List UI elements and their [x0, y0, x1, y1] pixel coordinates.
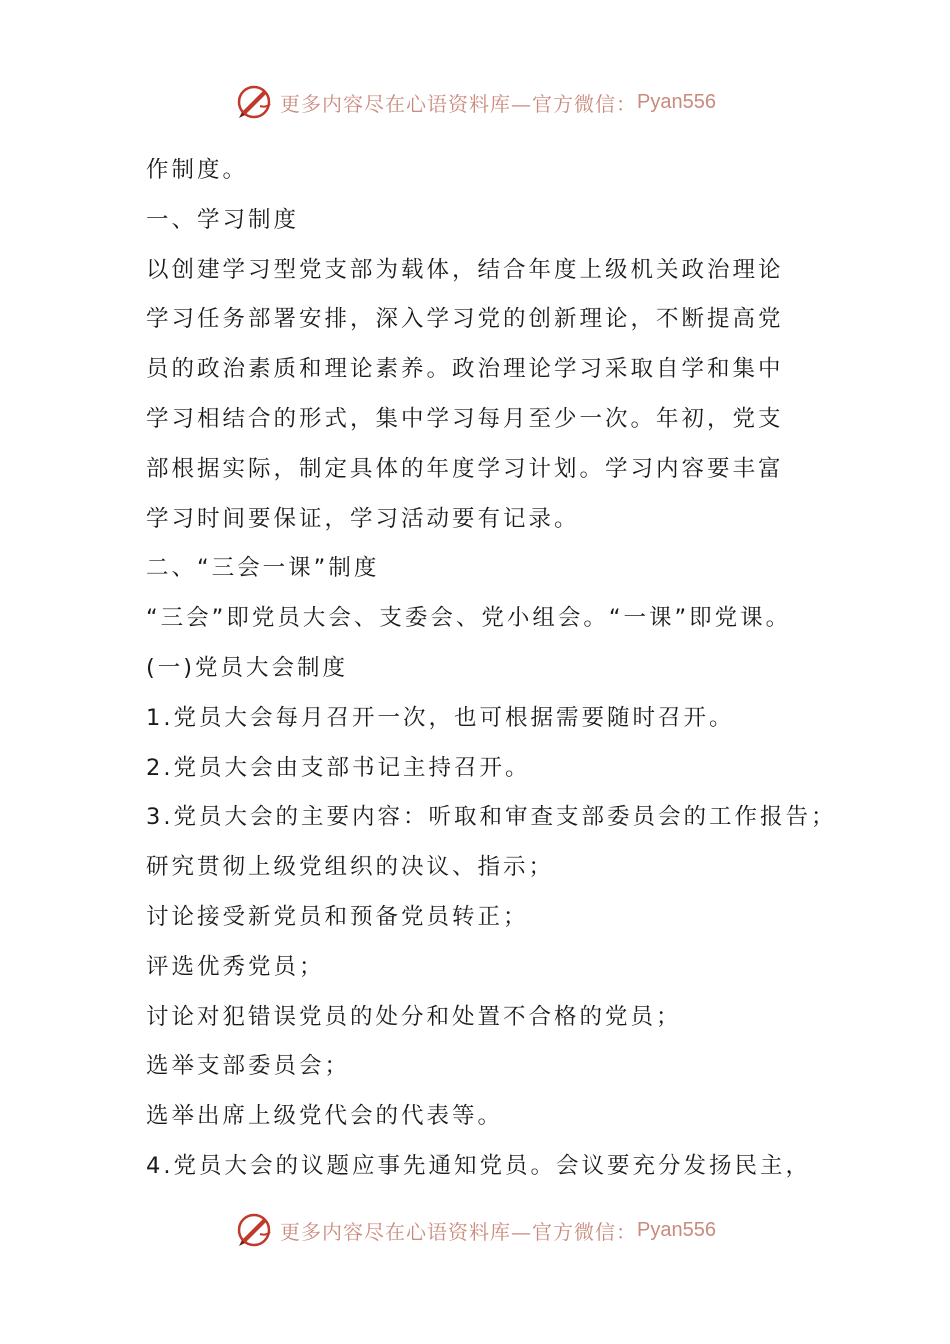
subsection-heading: (一)党员大会制度 [146, 654, 349, 681]
text-line: “三会”即党员大会、支委会、党小组会。“一课”即党课。 [146, 605, 792, 632]
text-line: 研究贯彻上级党组织的决议、指示； [146, 854, 555, 881]
pen-logo-icon [234, 1210, 274, 1250]
watermark-header [0, 80, 950, 124]
text-line: 学习时间要保证，学习活动要有记录。 [146, 505, 580, 532]
pen-logo-icon [234, 82, 274, 122]
list-item: 3.党员大会的主要内容：听取和审查支部委员会的工作报告； [146, 804, 837, 831]
list-item: 2.党员大会由支部书记主持召开。 [146, 754, 531, 781]
watermark-text: 更多内容尽在心语资料库—官方微信： [280, 91, 638, 116]
document-body [146, 146, 837, 1192]
watermark-text: 更多内容尽在心语资料库—官方微信： [280, 1219, 638, 1244]
text-line: 讨论接受新党员和预备党员转正； [146, 903, 529, 930]
watermark-footer [0, 1208, 950, 1252]
text-line: 学习相结合的形式，集中学习每月至少一次。年初，党支 [146, 405, 784, 432]
text-line: 选举出席上级党代会的代表等。 [146, 1103, 504, 1130]
text-line: 员的政治素质和理论素养。政治理论学习采取自学和集中 [146, 356, 784, 383]
text-line: 学习任务部署安排，深入学习党的创新理论，不断提高党 [146, 306, 784, 333]
text-line: 以创建学习型党支部为载体，结合年度上级机关政治理论 [146, 256, 784, 283]
list-item: 1.党员大会每月召开一次，也可根据需要随时召开。 [146, 704, 735, 731]
text-line: 评选优秀党员； [146, 953, 325, 980]
section-heading: 二、“三会一课”制度 [146, 555, 380, 582]
text-line: 选举支部委员会； [146, 1053, 351, 1080]
list-item: 4.党员大会的议题应事先通知党员。会议要充分发扬民主， [146, 1152, 811, 1179]
section-heading: 一、学习制度 [146, 206, 300, 233]
watermark-wechat-id: Pyan556 [637, 90, 716, 113]
text-line: 讨论对犯错误党员的处分和处置不合格的党员； [146, 1003, 682, 1030]
text-line: 部根据实际，制定具体的年度学习计划。学习内容要丰富 [146, 455, 784, 482]
text-line: 作制度。 [146, 157, 249, 183]
watermark-wechat-id: Pyan556 [637, 1218, 716, 1241]
